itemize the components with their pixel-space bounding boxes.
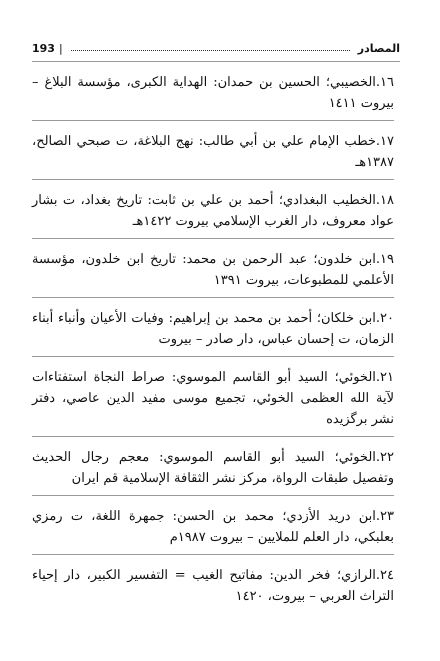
reference-text: ٢٣.ابن دريد الأزدي؛ محمد بن الحسن: جمهرة اللغة، ت رمزي بعلبكي، دار العلم للملايين – بيروت ١٩٨٧م xyxy=(32,509,394,545)
reference-entry xyxy=(32,186,394,239)
header-rule xyxy=(32,61,400,62)
reference-entry xyxy=(32,443,394,496)
dotted-leader xyxy=(71,50,350,51)
reference-text: ٢١.الخوئي؛ السيد أبو القاسم الموسوي: صراط النجاة استفتاءات لآية الله العظمى الخوئي، تجميع موسى مفيد الدين عاصي، دفتر نشر برگزيده xyxy=(32,370,394,427)
reference-entry xyxy=(32,245,394,298)
reference-entry xyxy=(32,363,394,437)
references-list xyxy=(32,68,394,619)
reference-entry xyxy=(32,68,394,121)
reference-entry xyxy=(32,127,394,180)
reference-text: ١٧.خطب الإمام علي بن أبي طالب: نهج البلاغة، ت صبحي الصالح، ١٣٨٧هـ xyxy=(32,134,394,170)
reference-text: ٢٢.الخوئي؛ السيد أبو القاسم الموسوي: معجم رجال الحديث وتفصيل طبقات الرواة، مركز نشر الثقافة الإسلامية قم ايران xyxy=(32,450,394,486)
reference-text: ١٨.الخطيب البغدادي؛ أحمد بن علي بن ثابت: تاريخ بغداد، ت بشار عواد معروف، دار الغرب الإسلامي بيروت ١٤٢٢هـ xyxy=(32,193,394,229)
reference-entry xyxy=(32,502,394,555)
page-number: 193 xyxy=(32,41,55,55)
reference-text: ١٩.ابن خلدون؛ عبد الرحمن بن محمد: تاريخ ابن خلدون، مؤسسة الأعلمي للمطبوعات، بيروت ١٣٩١ xyxy=(32,252,394,288)
section-title: المصادر xyxy=(357,41,400,55)
page-header xyxy=(32,40,400,56)
header-separator: | xyxy=(58,41,63,55)
reference-text: ١٦.الخصيبي؛ الحسين بن حمدان: الهداية الكبرى، مؤسسة البلاغ – بيروت ١٤١١ xyxy=(32,75,394,111)
reference-text: ٢٠.ابن خلكان؛ أحمد بن محمد بن إبراهيم: وفيات الأعيان وأنباء أبناء الزمان، ت إحسان عباس، دار صادر – بيروت xyxy=(32,311,394,347)
reference-entry xyxy=(32,304,394,357)
reference-text: ٢٤.الرازي؛ فخر الدين: مفاتيح الغيب = التفسير الكبير، دار إحياء التراث العربي – بيروت، ١٤٢٠ xyxy=(32,568,394,604)
reference-entry xyxy=(32,561,394,613)
